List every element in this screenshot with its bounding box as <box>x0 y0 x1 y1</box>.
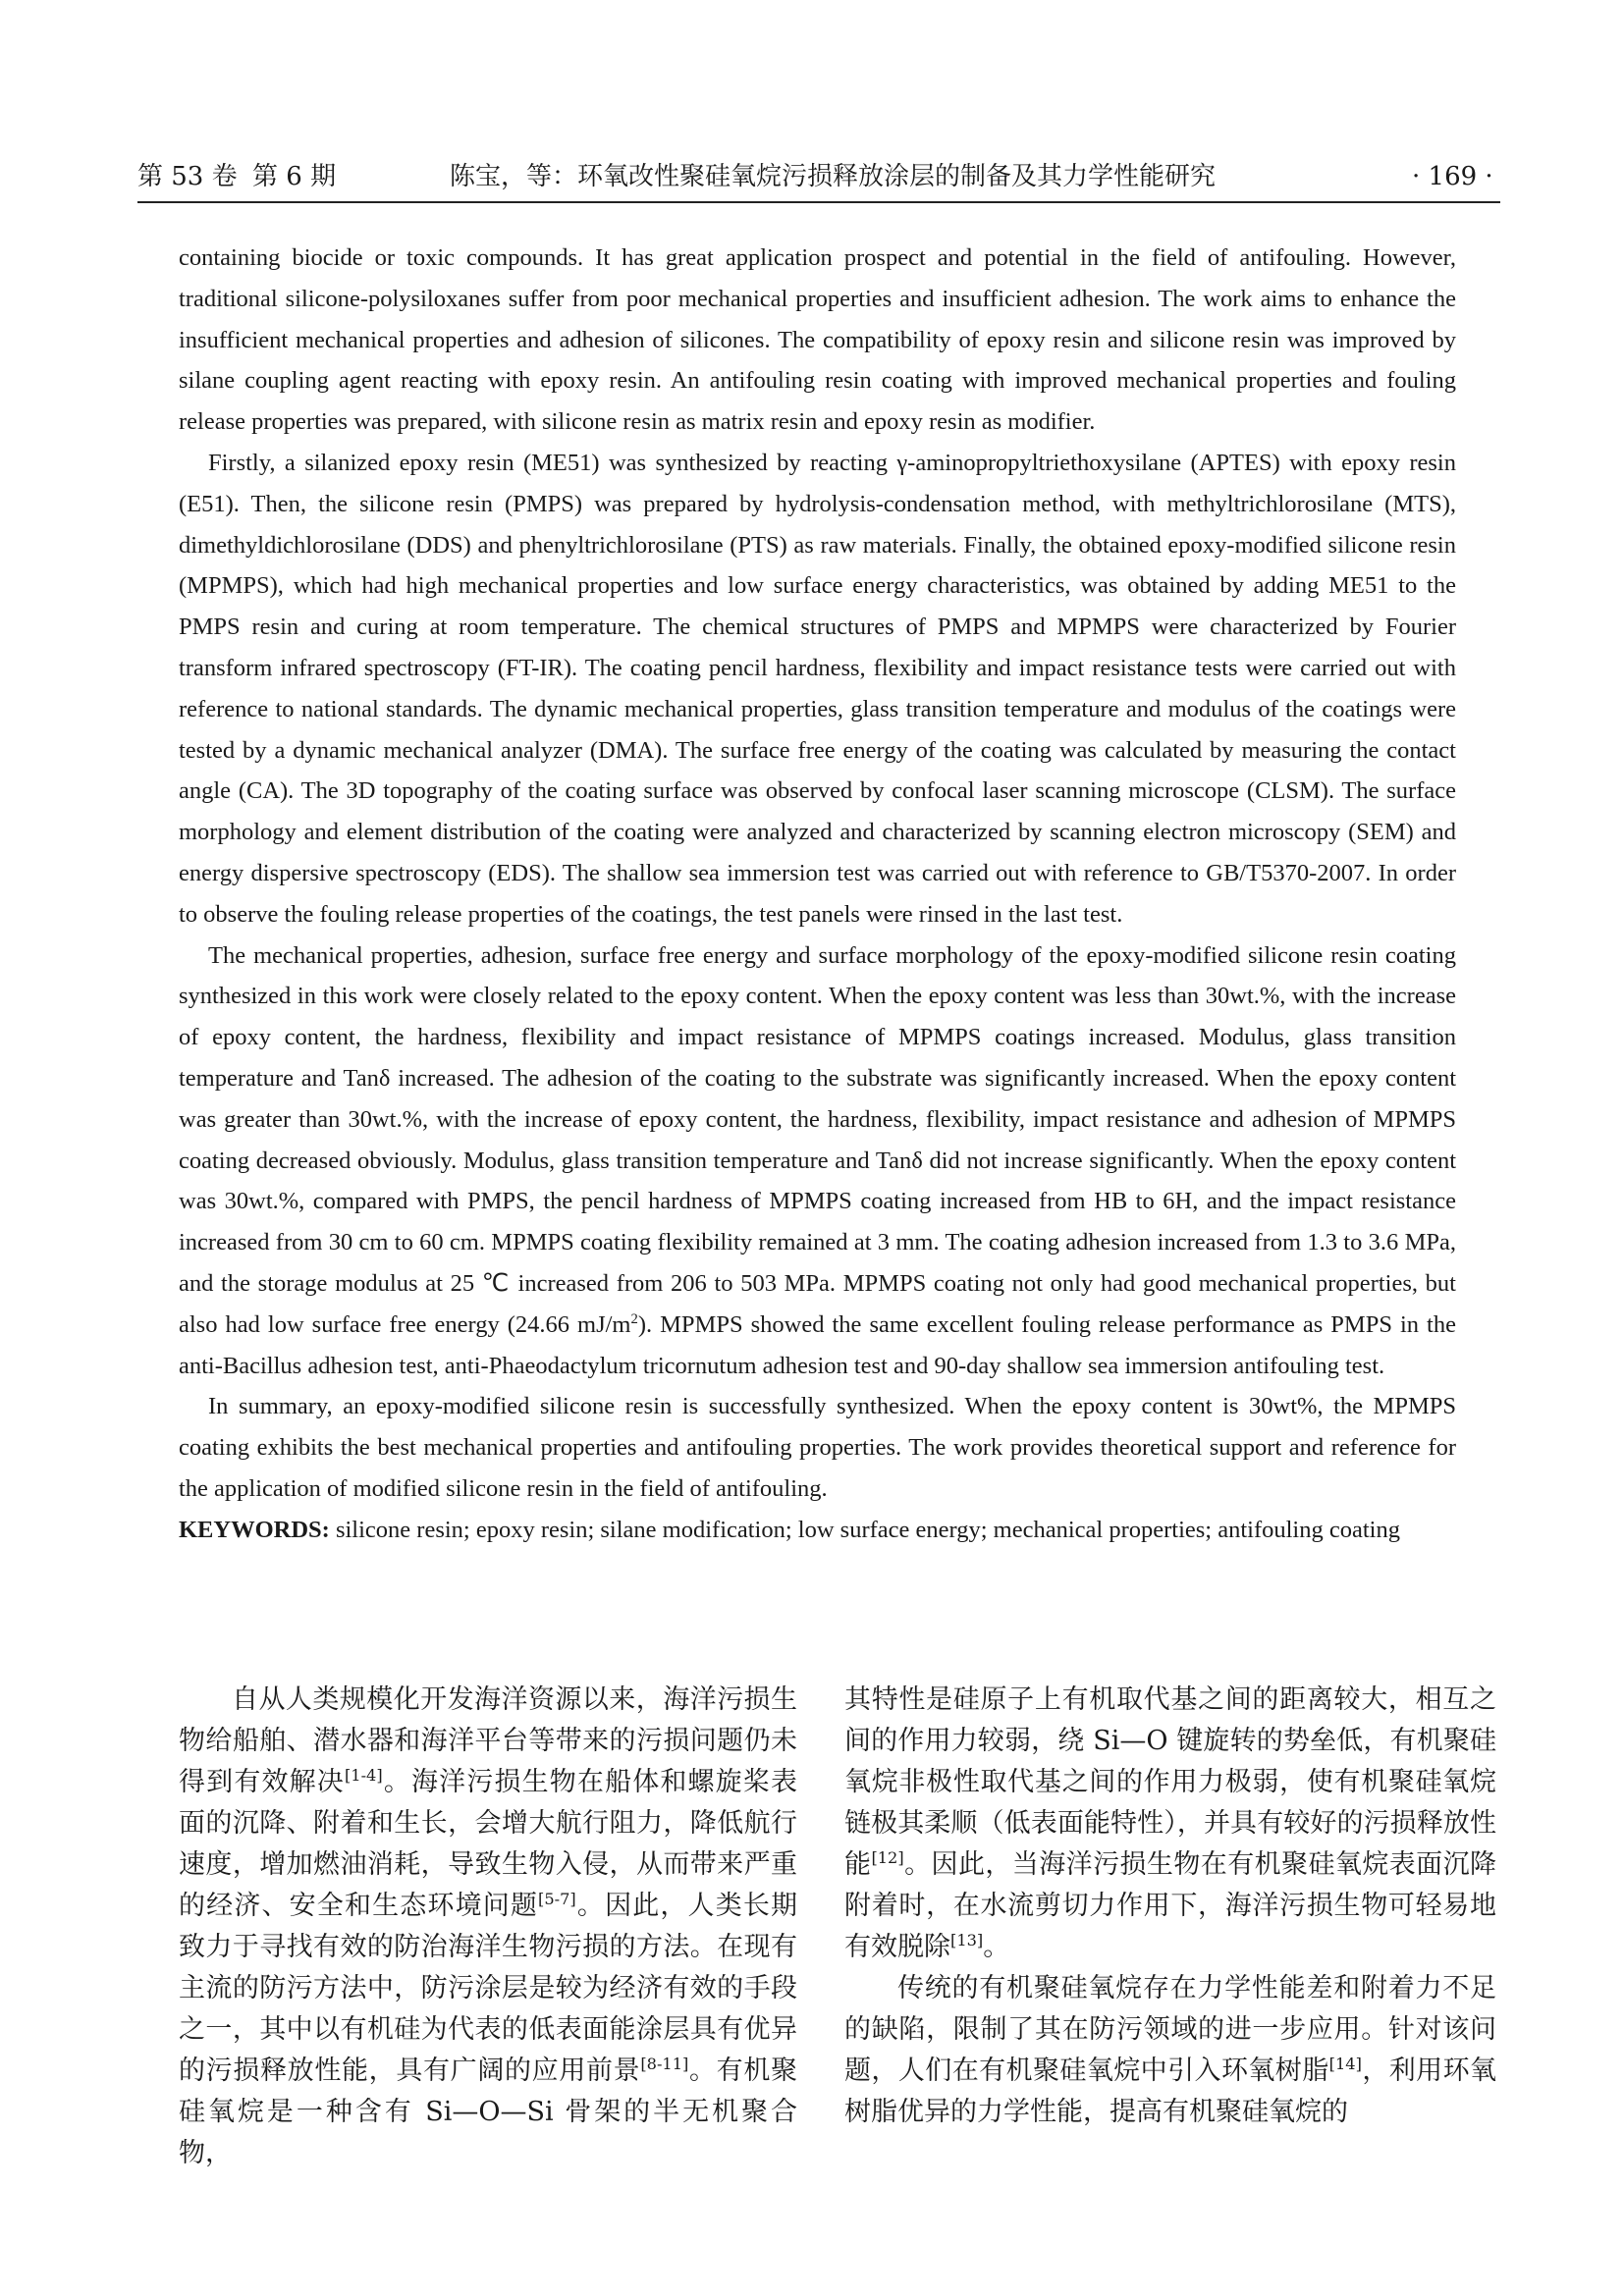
keywords-text: silicone resin; epoxy resin; silane modification; low surface energy; mechanical properties; antifouling coating <box>329 1516 1400 1543</box>
body-text: 。因此，人类长期致力于寻找有效的防治海洋生物污损的方法。在现有主流的防污方法中，防污涂层是较为经济有效的手段之一，其中以有机硅为代表的低表面能涂层具有优异的污损释放性能，具有广阔的应用前景 <box>179 1891 798 2086</box>
body-text: 自从人类规模化开发海洋资源以来，海洋污损生物给船舶、潜水器和海洋平台等带来的污损问题仍未得到有效解决 <box>179 1684 797 1797</box>
body-text: 。海洋污损生物在船体和螺旋桨表面的沉降、附着和生长，会增大航行阻力，降低航行速度，增加燃油消耗，导致生物入侵，从而带来严重的经济、安全和生态环境问题 <box>179 1767 798 1921</box>
citation: [5-7] <box>538 1890 576 1908</box>
header-issue: 第 6 期 <box>252 162 337 191</box>
abstract-text: ). MPMPS showed the same excellent fouling release performance as PMPS in the anti-Bacillus adhesion test, anti-Phaeodactylum tricornutum adhesion test and 90-day shallow sea immersion antifouling test. <box>179 1310 1456 1379</box>
citation: [13] <box>950 1931 984 1949</box>
citation: [14] <box>1328 2055 1362 2073</box>
body-column-right <box>844 1680 1496 2133</box>
english-abstract <box>179 238 1456 1551</box>
body-paragraph <box>844 1680 1496 1968</box>
header-title: 陈宝，等：环氧改性聚硅氧烷污损释放涂层的制备及其力学性能研究 <box>450 162 1217 191</box>
citation: [8-11] <box>640 2055 689 2073</box>
abstract-paragraph <box>179 935 1456 1387</box>
header-volume: 第 53 卷 <box>137 162 238 191</box>
body-text: 。 <box>983 1932 1010 1962</box>
body-text: 传统的有机聚硅氧烷存在力学性能差和附着力不足的缺陷，限制了其在防污领域的进一步应用。针对该问题，人们在有机聚硅氧烷中引入环氧树脂 <box>844 1973 1496 2086</box>
abstract-paragraph: In summary, an epoxy-modified silicone resin is successfully synthesized. When the epoxy content is 30wt%, the MPMPS coating exhibits the best mechanical properties and antifouling properties. The work provides theoretical support and reference for the application of modified silicone resin in the field of antifouling. <box>179 1393 1456 1502</box>
keywords-label: KEYWORDS: <box>179 1516 330 1543</box>
header-page-number: · 169 · <box>1412 162 1493 191</box>
citation: [1-4] <box>344 1766 383 1785</box>
body-text: 。有机聚硅氧烷是一种含有 Si—O—Si 骨架的半无机聚合物， <box>179 2056 798 2168</box>
abstract-paragraph: Firstly, a silanized epoxy resin (ME51) was synthesized by reacting γ-aminopropyltriethoxysilane (APTES) with epoxy resin (E51). Then, the silicone resin (PMPS) was prepared by hydrolysis-condensation method, with methyltrichlorosilane (MTS), dimethyldichlorosilane (DDS) and phenyltrichlorosilane (PTS) as raw materials. Finally, the obtained epoxy-modified silicone resin (MPMPS), which had high mechanical properties and low surface energy characteristics, was obtained by adding ME51 to the PMPS resin and curing at room temperature. The chemical structures of PMPS and MPMPS were characterized by Fourier transform infrared spectroscopy (FT-IR). The coating pencil hardness, flexibility and impact resistance tests were carried out with reference to national standards. The dynamic mechanical properties, glass transition temperature and modulus of the coatings were tested by a dynamic mechanical analyzer (DMA). The surface free energy of the coating was calculated by measuring the contact angle (CA). The 3D topography of the coating surface was observed by confocal laser scanning microscope (CLSM). The surface morphology and element distribution of the coating were analyzed and characterized by scanning electron microscopy (SEM) and energy dispersive spectroscopy (EDS). The shallow sea immersion test was carried out with reference to GB/T5370-2007. In order to observe the fouling release properties of the coatings, the test panels were rinsed in the last test. <box>179 449 1456 928</box>
header-rule <box>137 201 1500 203</box>
body-paragraph <box>179 1680 797 2174</box>
abstract-paragraph: containing biocide or toxic compounds. It has great application prospect and potential in the field of antifouling. However, traditional silicone-polysiloxanes suffer from poor mechanical properties and insufficient adhesion. The work aims to enhance the insufficient mechanical properties and adhesion of silicones. The compatibility of epoxy resin and silicone resin was improved by silane coupling agent reacting with epoxy resin. An antifouling resin coating with improved mechanical properties and fouling release properties was prepared, with silicone resin as matrix resin and epoxy resin as modifier. <box>179 244 1456 436</box>
body-text: 。因此，当海洋污损生物在有机聚硅氧烷表面沉降附着时，在水流剪切力作用下，海洋污损生物可轻易地有效脱除 <box>844 1849 1497 1962</box>
body-text: 其特性是硅原子上有机取代基之间的距离较大，相互之间的作用力较弱，绕 Si—O 键旋转的势垒低，有机聚硅氧烷非极性取代基之间的作用力极弱，使有机聚硅氧烷链极其柔顺（低表面能特性），并具有较好的污损释放性能 <box>844 1684 1496 1880</box>
citation: [12] <box>871 1848 904 1867</box>
body-text: ，利用环氧树脂优异的力学性能，提高有机聚硅氧烷的 <box>844 2056 1497 2127</box>
body-column-left <box>179 1680 797 2174</box>
abstract-text: The mechanical properties, adhesion, surface free energy and surface morphology of the epoxy-modified silicone resin coating synthesized in this work were closely related to the epoxy content. When the epoxy content was less than 30wt.%, with the increase of epoxy content, the hardness, flexibility and impact resistance of MPMPS coatings increased. Modulus, glass transition temperature and Tanδ increased. The adhesion of the coating to the substrate was significantly increased. When the epoxy content was greater than 30wt.%, with the increase of epoxy content, the hardness, flexibility, impact resistance and adhesion of MPMPS coating decreased obviously. Modulus, glass transition temperature and Tanδ did not increase significantly. When the epoxy content was 30wt.%, compared with PMPS, the pencil hardness of MPMPS coating increased from HB to 6H, and the impact resistance increased from 30 cm to 60 cm. MPMPS coating flexibility remained at 3 mm. The coating adhesion increased from 1.3 to 3.6 MPa, and the storage modulus at 25 ℃ increased from 206 to 503 MPa. MPMPS coating not only had good mechanical properties, but also had low surface free energy (24.66 mJ/m <box>179 941 1456 1338</box>
body-paragraph <box>844 1968 1496 2133</box>
keywords-line <box>179 1510 1456 1551</box>
superscript: 2 <box>630 1310 638 1327</box>
